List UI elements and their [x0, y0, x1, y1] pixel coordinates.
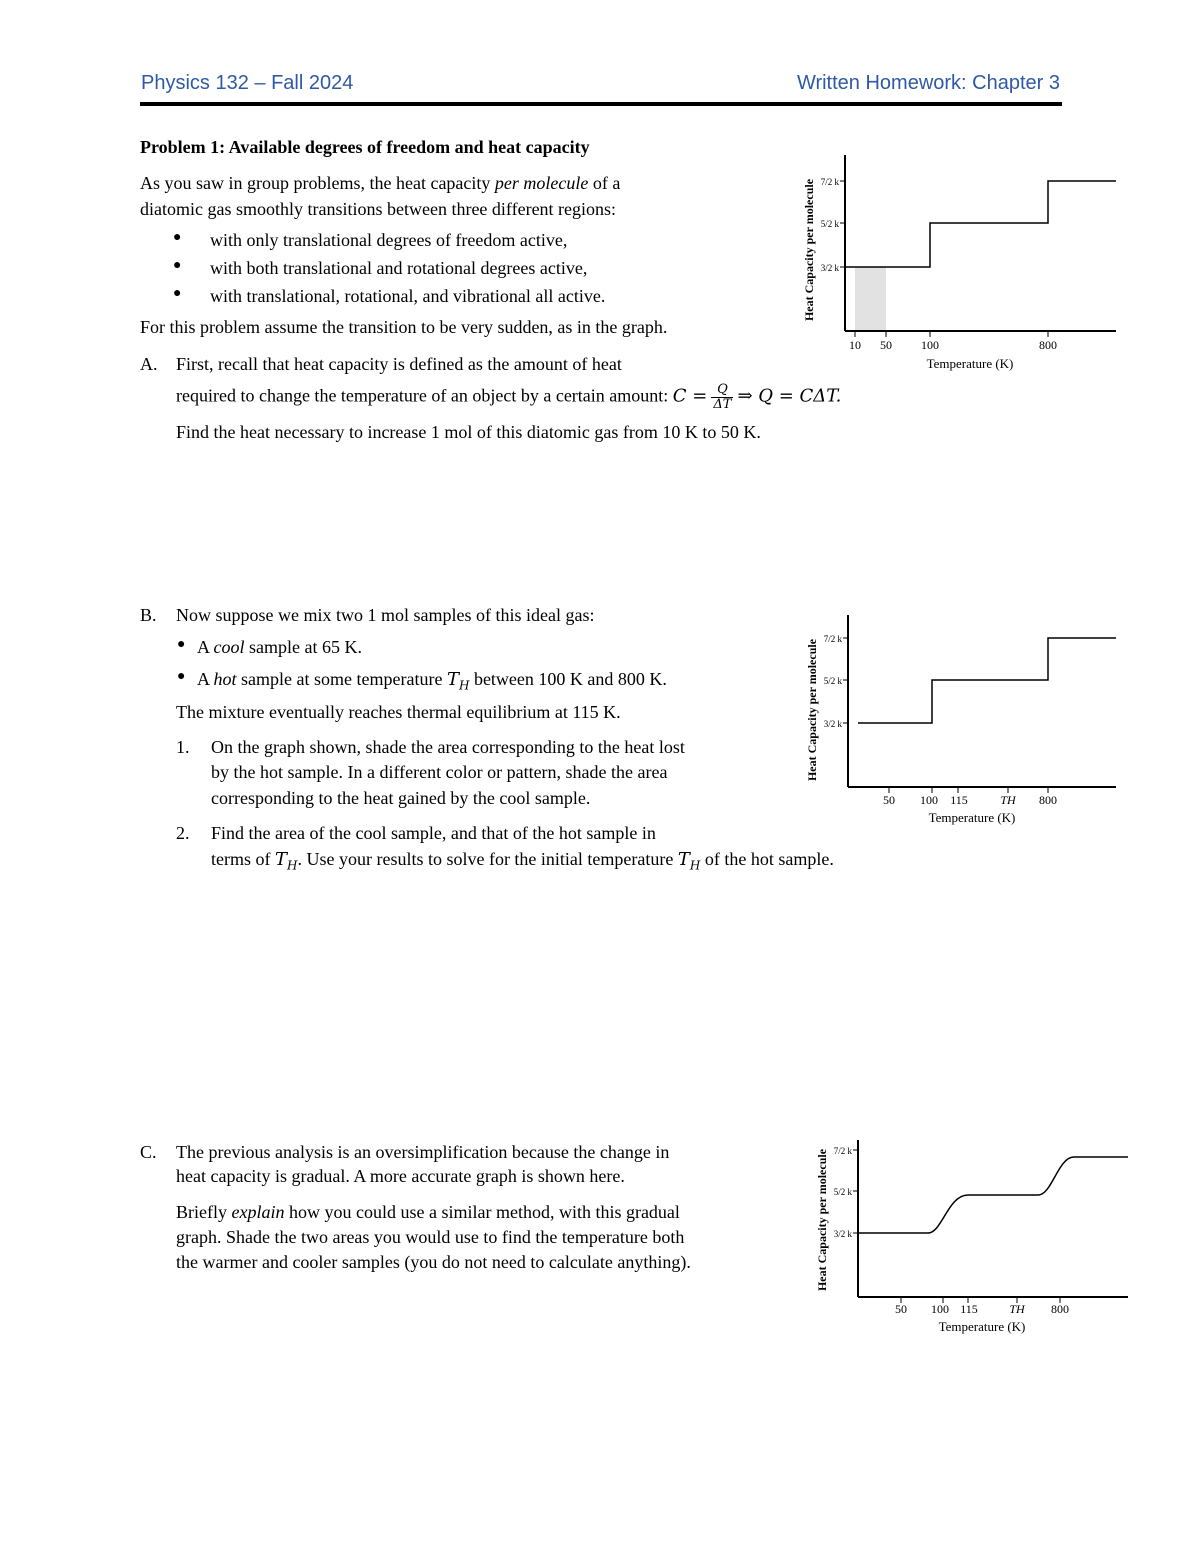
- x-tick-label: 10: [849, 338, 861, 352]
- equation-lhs: C =: [672, 385, 708, 407]
- intro-line-2: diatomic gas smoothly transitions between three different regions:: [140, 199, 617, 219]
- x-tick-label: 800: [1039, 338, 1057, 352]
- part-c-line-1: The previous analysis is an oversimplification because the change in: [176, 1142, 670, 1162]
- x-tick-label: 50: [883, 793, 895, 807]
- y-tick-label: 5/2 k: [833, 1187, 852, 1197]
- part-b-cool-sample: A cool sample at 65 K.: [197, 637, 362, 657]
- x-tick-label: 50: [880, 338, 892, 352]
- x-axis-label: Temperature (K): [928, 810, 1016, 825]
- part-c-label: C.: [140, 1142, 157, 1162]
- y-tick-label: 5/2 k: [820, 219, 839, 229]
- x-tick-label: 115: [950, 793, 968, 807]
- chart-heat-capacity-steps: [795, 150, 1125, 380]
- chart-heat-capacity-mixing: [800, 610, 1130, 835]
- x-tick-label: 50: [895, 1302, 907, 1316]
- x-tick-label: 800: [1039, 793, 1057, 807]
- x-tick-label: TH: [1000, 793, 1016, 807]
- heat-capacity-step-line: [845, 181, 1116, 267]
- heat-capacity-gradual-curve: [858, 1157, 1128, 1233]
- part-b-equilibrium: The mixture eventually reaches thermal equilibrium at 115 K.: [176, 702, 621, 722]
- y-tick-label: 7/2 k: [823, 634, 842, 644]
- x-axis-label: Temperature (K): [926, 356, 1014, 371]
- item-1-line-3: corresponding to the heat gained by the cool sample.: [211, 788, 591, 808]
- bullet-icon: ●: [173, 286, 182, 301]
- item-1-line-1: On the graph shown, shade the area corresponding to the heat lost: [211, 737, 685, 757]
- bullet-rotational: with both translational and rotational degrees active,: [210, 258, 588, 278]
- part-b-line-1: Now suppose we mix two 1 mol samples of this ideal gas:: [176, 605, 595, 625]
- x-tick-label: 115: [960, 1302, 978, 1316]
- bullet-icon: ●: [173, 230, 182, 245]
- equation-rhs: ⇒ Q = CΔT.: [737, 385, 842, 407]
- y-tick-label: 3/2 k: [823, 719, 842, 729]
- header-assignment: Written Homework: Chapter 3: [796, 72, 1060, 94]
- problem-title: Problem 1: Available degrees of freedom and heat capacity: [140, 137, 590, 157]
- x-axis-label: Temperature (K): [938, 1319, 1026, 1334]
- x-tick-label: TH: [1009, 1302, 1025, 1316]
- part-b-hot-sample: A hot sample at some temperature $T_H$ between 100 K and 800 K.: [197, 669, 667, 693]
- bullet-icon: ●: [177, 669, 186, 684]
- part-a-label: A.: [140, 354, 158, 374]
- y-tick-label: 7/2 k: [833, 1146, 852, 1156]
- chart-heat-capacity-gradual: [810, 1135, 1140, 1345]
- equation-fraction: $\frac{Q}{\Delta T}$: [713, 382, 732, 412]
- item-2-line-2: terms of $T_H$. Use your results to solve for the initial temperature $T_H$ of the hot sample.: [211, 849, 834, 873]
- header-course: Physics 132 – Fall 2024: [141, 72, 354, 94]
- shaded-region: [855, 267, 886, 331]
- assumption-text: For this problem assume the transition to be very sudden, as in the graph.: [140, 317, 668, 337]
- x-tick-label: 100: [921, 338, 939, 352]
- y-tick-label: 5/2 k: [823, 676, 842, 686]
- part-c-line-4: graph. Shade the two areas you would use to find the temperature both: [176, 1227, 685, 1247]
- y-axis-label: Heat Capacity per molecule: [802, 178, 816, 322]
- part-c-line-2: heat capacity is gradual. A more accurate graph is shown here.: [176, 1166, 625, 1186]
- header-rule: [140, 102, 1062, 106]
- bullet-vibrational: with translational, rotational, and vibrational all active.: [210, 286, 606, 306]
- x-tick-label: 800: [1051, 1302, 1069, 1316]
- y-tick-label: 3/2 k: [833, 1229, 852, 1239]
- bullet-translational: with only translational degrees of freedom active,: [210, 230, 568, 250]
- item-2-number: 2.: [176, 823, 190, 843]
- y-axis-label: Heat Capacity per molecule: [815, 1148, 829, 1292]
- item-1-line-2: by the hot sample. In a different color or pattern, shade the area: [211, 762, 668, 782]
- part-b-label: B.: [140, 605, 157, 625]
- x-tick-label: 100: [920, 793, 938, 807]
- item-2-line-1: Find the area of the cool sample, and that of the hot sample in: [211, 823, 656, 843]
- bullet-icon: ●: [173, 258, 182, 273]
- intro-line-1: As you saw in group problems, the heat capacity per molecule of a: [140, 173, 621, 193]
- y-tick-label: 7/2 k: [820, 177, 839, 187]
- part-c-line-5: the warmer and cooler samples (you do not need to calculate anything).: [176, 1252, 691, 1272]
- x-tick-label: 100: [931, 1302, 949, 1316]
- part-a-line-1: First, recall that heat capacity is defined as the amount of heat: [176, 354, 622, 374]
- part-c-line-3: Briefly explain how you could use a similar method, with this gradual: [176, 1202, 680, 1222]
- item-1-number: 1.: [176, 737, 190, 757]
- bullet-icon: ●: [177, 637, 186, 652]
- part-a-line-3: Find the heat necessary to increase 1 mol of this diatomic gas from 10 K to 50 K.: [176, 422, 761, 442]
- part-a-line-2: required to change the temperature of an object by a certain amount: C = $\frac{Q}{\Delta T}$ ⇒ Q = CΔT.: [176, 382, 842, 412]
- y-tick-label: 3/2 k: [820, 263, 839, 273]
- heat-capacity-step-line: [858, 638, 1116, 723]
- y-axis-label: Heat Capacity per molecule: [805, 638, 819, 782]
